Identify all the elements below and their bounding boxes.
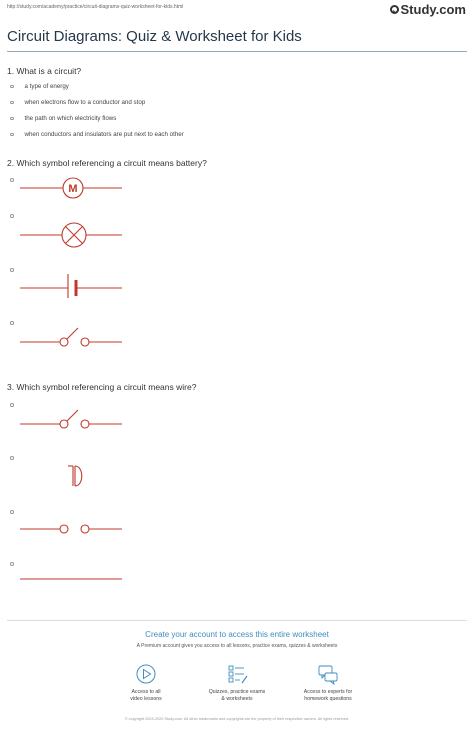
study-logo[interactable] — [390, 2, 467, 17]
feature-video-lessons — [106, 663, 186, 703]
radio-button[interactable] — [10, 117, 14, 121]
feature-line-2: homework questions — [304, 695, 352, 702]
question-2: 2. Which symbol referencing a circuit means battery? — [7, 158, 207, 168]
feature-line-2: video lessons — [130, 695, 162, 702]
radio-button[interactable] — [10, 268, 14, 272]
quiz-icon — [226, 663, 248, 685]
q1-option-1[interactable] — [10, 83, 69, 90]
radio-button[interactable] — [10, 510, 14, 514]
option-label: the path on which electricity flows — [24, 115, 117, 122]
lamp-symbol — [18, 222, 124, 248]
feature-line-1: Quizzes, practice exams — [208, 689, 266, 695]
question-3: 3. Which symbol referencing a circuit means wire? — [7, 382, 197, 392]
radio-button[interactable] — [10, 85, 14, 89]
footer-divider — [7, 620, 467, 621]
copyright-notice: © copyright 2003-2020 Study.com. All other trademarks and copyrights are the property of their respective owners. All rights reserved. — [124, 717, 350, 721]
motor-label: M — [68, 183, 78, 195]
radio-button[interactable] — [10, 321, 14, 325]
title-divider — [7, 51, 467, 52]
switch-symbol — [18, 326, 124, 346]
terminals-symbol — [18, 518, 124, 534]
radio-button[interactable] — [10, 403, 14, 407]
radio-button[interactable] — [10, 101, 14, 105]
radio-button[interactable] — [10, 178, 14, 182]
page-title: Circuit Diagrams: Quiz & Worksheet for Kids — [7, 28, 302, 45]
chat-icon — [317, 663, 339, 685]
feature-quizzes — [197, 663, 277, 703]
video-icon — [135, 663, 157, 685]
cta-title[interactable]: Create your account to access this entire worksheet — [145, 630, 329, 639]
radio-button[interactable] — [10, 214, 14, 218]
radio-button[interactable] — [10, 562, 14, 566]
battery-symbol — [18, 272, 124, 300]
switch-symbol — [18, 408, 124, 428]
feature-line-2: & worksheets — [221, 695, 253, 702]
radio-button[interactable] — [10, 456, 14, 460]
q1-option-4[interactable] — [10, 131, 184, 138]
option-label: when conductors and insulators are put next to each other — [24, 131, 184, 138]
buzzer-symbol — [18, 458, 124, 490]
feature-line-1: Access to experts for — [303, 689, 353, 695]
cta-subtitle: A Premium account gives you access to all lessons, practice exams, quizzes & worksheets — [136, 643, 338, 649]
q1-option-2[interactable] — [10, 99, 145, 106]
q1-option-3[interactable] — [10, 115, 116, 122]
page-url: http://study.com/academy/practice/circuit-diagrams-quiz-worksheet-for-kids.html — [7, 4, 184, 10]
wire-symbol — [18, 576, 124, 582]
radio-button[interactable] — [10, 133, 14, 137]
option-label: when electrons flow to a conductor and stop — [24, 99, 146, 106]
study-logo-text: Study.com — [400, 2, 466, 17]
motor-symbol — [18, 177, 124, 199]
option-label: a type of energy — [24, 83, 69, 90]
study-logo-icon — [390, 5, 399, 14]
feature-experts — [288, 663, 368, 703]
question-1: 1. What is a circuit? — [7, 66, 82, 76]
feature-line-1: Access to all — [131, 689, 161, 695]
